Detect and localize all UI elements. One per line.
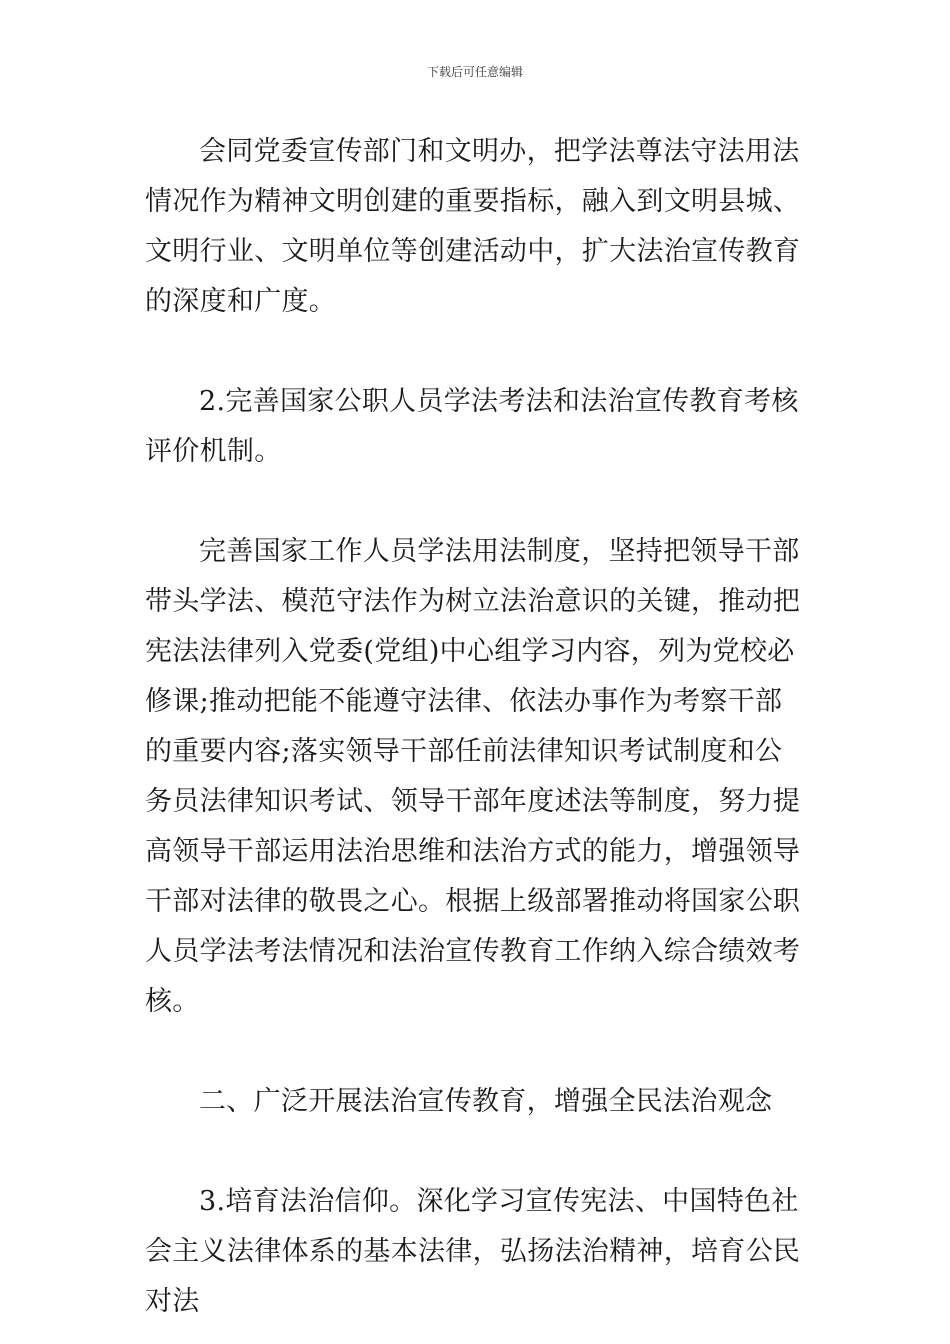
paragraph-civilization-creation: 会同党委宣传部门和文明办，把学法尊法守法用法情况作为精神文明创建的重要指标，融入到文明县城、文明行业、文明单位等创建活动中，扩大法治宣传教育的深度和广度。 — [145, 136, 801, 317]
paragraph-gap — [145, 477, 809, 527]
page-header-note: 下载后可任意编辑 — [426, 65, 523, 79]
paragraph-gap — [145, 327, 809, 377]
paragraph-study-system: 完善国家工作人员学法用法制度，坚持把领导干部带头学法、模范守法作为树立法治意识的关键，推动把宪法法律列入党委(党组)中心组学习内容，列为党校必修课;推动把能不能遵守法律、依法办事作为考察干部的重要内容;落实领导干部任前法律知识考试制度和公务员法律知识考试、领导干部年度述法等制度，努力提高领导干部运用法治思维和法治方式的能力，增强领导干部对法律的敬畏之心。根据上级部署推动将国家公职人员学法考法情况和法治宣传教育工作纳入综合绩效考核。 — [145, 536, 801, 1017]
document-body — [145, 127, 809, 1327]
heading-item-2: 2.完善国家公职人员学法考法和法治宣传教育考核评价机制。 — [145, 386, 799, 467]
heading-item-3: 3.培育法治信仰。深化学习宣传宪法、中国特色社会主义法律体系的基本法律，弘扬法治精神，培育公民对法 — [145, 1186, 801, 1317]
paragraph-gap — [145, 1127, 809, 1177]
paragraph-gap — [145, 1027, 809, 1077]
section-heading-two: 二、广泛开展法治宣传教育，增强全民法治观念 — [199, 1086, 773, 1117]
